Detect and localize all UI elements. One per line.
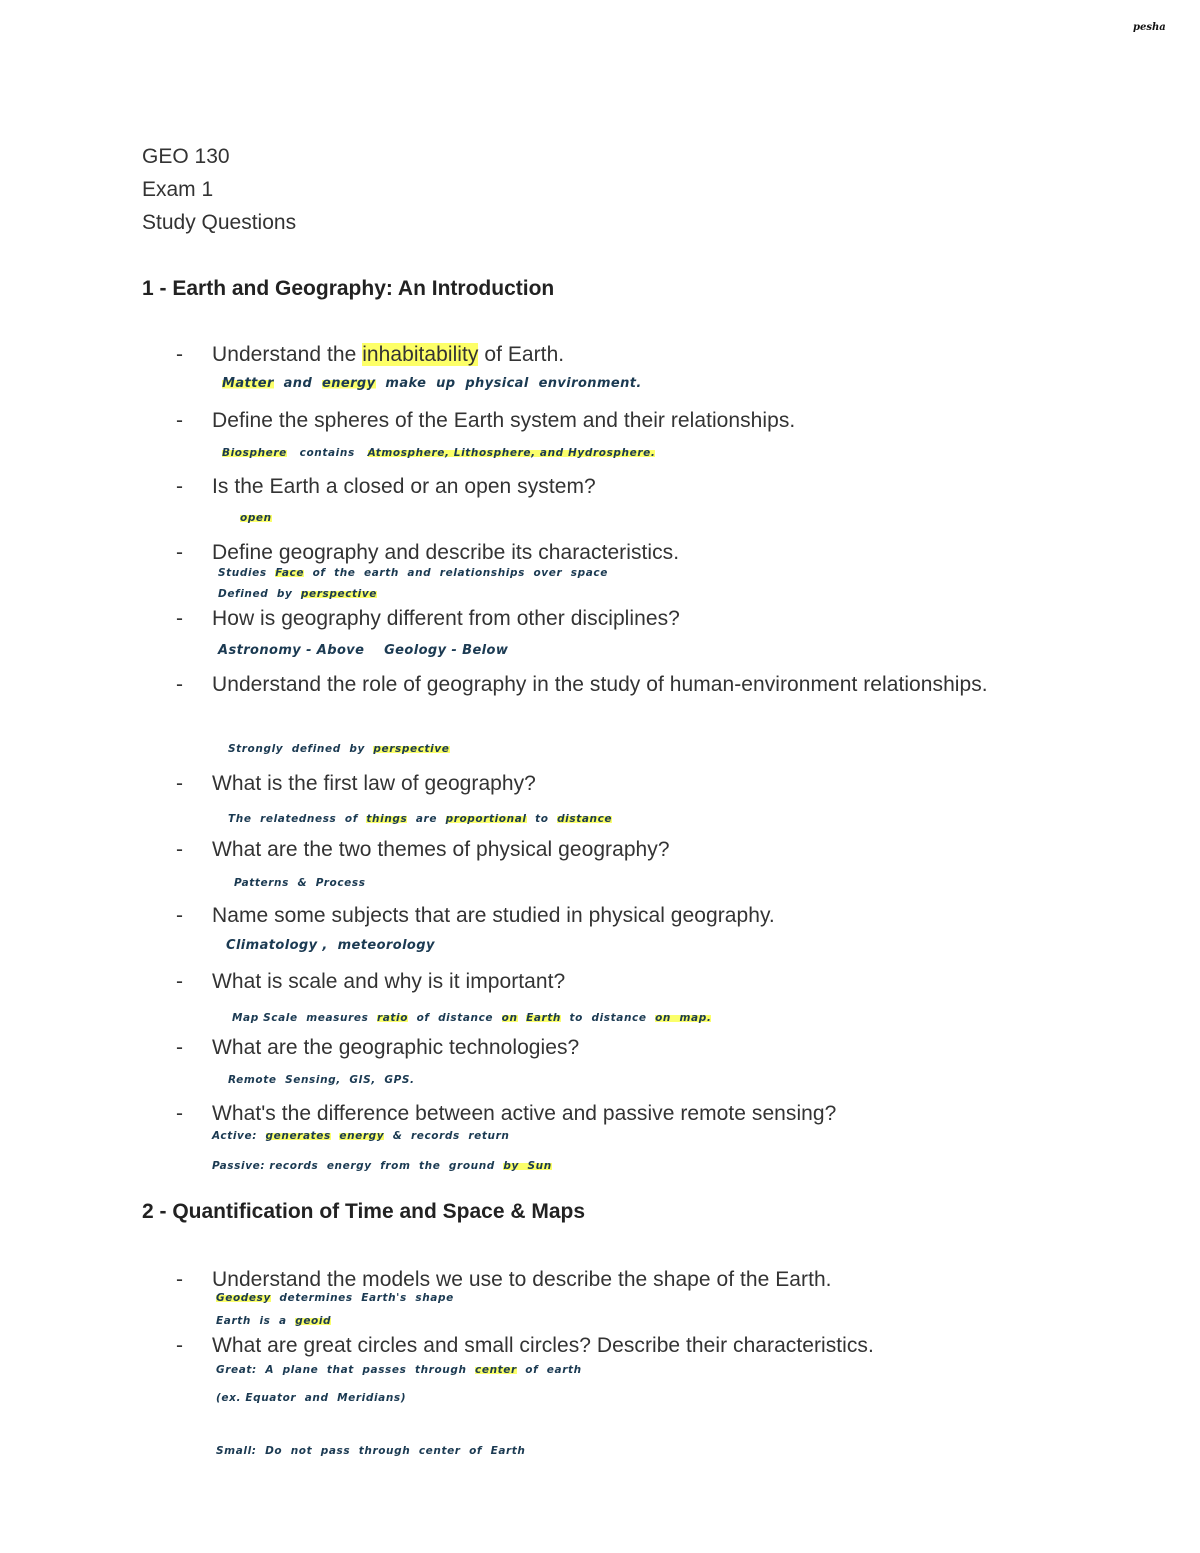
bullet-dash: -: [176, 1036, 183, 1059]
note-highlighted-segment: Atmosphere, Lithosphere, and Hydrosphere.: [367, 447, 656, 459]
note-segment: Patterns & Process: [234, 877, 366, 889]
page-corner-mark: pesha: [1133, 22, 1166, 33]
question-item: Define the spheres of the Earth system and their relationships.: [212, 409, 796, 432]
note-highlighted-segment: perspective: [300, 588, 378, 600]
bullet-dash: -: [176, 904, 183, 927]
note-segment: (ex. Equator and Meridians): [216, 1392, 407, 1404]
question-item: Name some subjects that are studied in physical geography.: [212, 904, 775, 927]
note-segment: are: [407, 813, 446, 825]
handwritten-note: [216, 1313, 331, 1329]
note-segment: to distance: [561, 1012, 656, 1024]
note-segment: to: [526, 813, 558, 825]
handwritten-note: [222, 445, 655, 461]
bullet-dash: -: [176, 970, 183, 993]
note-highlighted-segment: ratio: [376, 1012, 409, 1024]
note-segment: The relatedness of: [228, 813, 367, 825]
note-highlighted-segment: energy: [339, 1130, 385, 1142]
bullet-dash: -: [176, 343, 183, 366]
highlighted-term: inhabitability: [362, 343, 479, 366]
question-item: What are the two themes of physical geography?: [212, 838, 670, 861]
question-text: of Earth.: [478, 343, 565, 366]
note-highlighted-segment: Face: [275, 567, 305, 579]
question-item: What is scale and why is it important?: [212, 970, 566, 993]
note-highlighted-segment: open: [240, 512, 272, 524]
document-subtitle: Study Questions: [142, 211, 297, 234]
note-segment: contains: [286, 447, 368, 459]
note-highlighted-segment: things: [366, 813, 408, 825]
bullet-dash: -: [176, 409, 183, 432]
bullet-dash: -: [176, 1102, 183, 1125]
question-item: [212, 338, 1082, 371]
handwritten-note: [218, 565, 608, 581]
handwritten-note: [234, 875, 366, 891]
note-highlighted-segment: by Sun: [503, 1160, 552, 1172]
note-segment: of earth: [516, 1364, 582, 1376]
note-segment: Great: A plane that passes through: [216, 1364, 476, 1376]
note-segment: Earth is a: [216, 1315, 296, 1327]
note-highlighted-segment: Biosphere: [222, 447, 287, 459]
question-item: What are great circles and small circles? Describe their characteristics.: [212, 1334, 874, 1357]
note-highlighted-segment: energy: [322, 376, 376, 391]
question-item: Understand the models we use to describe the shape of the Earth.: [212, 1268, 832, 1291]
note-segment: Defined by: [218, 588, 301, 600]
handwritten-note: [218, 586, 377, 602]
note-segment: Map Scale measures: [232, 1012, 377, 1024]
handwritten-note: [216, 1362, 582, 1378]
bullet-dash: -: [176, 673, 183, 696]
note-segment: & records return: [384, 1130, 510, 1142]
note-segment: of distance: [408, 1012, 502, 1024]
note-highlighted-segment: geoid: [295, 1315, 332, 1327]
handwritten-note: [228, 1072, 415, 1088]
question-item: Understand the role of geography in the study of human-environment relationships.: [212, 673, 988, 696]
question-item: Is the Earth a closed or an open system?: [212, 475, 596, 498]
question-text: Understand the: [212, 343, 363, 366]
handwritten-note: [226, 938, 435, 954]
handwritten-note: [218, 643, 508, 659]
question-item: How is geography different from other disciplines?: [212, 607, 680, 630]
bullet-dash: -: [176, 607, 183, 630]
section-title-2: 2 - Quantification of Time and Space & Maps: [142, 1200, 586, 1223]
handwritten-note: [240, 510, 272, 526]
note-segment: Strongly defined by: [228, 743, 374, 755]
bullet-dash: -: [176, 838, 183, 861]
note-segment: and: [273, 376, 323, 391]
bullet-dash: -: [176, 475, 183, 498]
note-segment: of the earth and relationships over space: [304, 567, 608, 579]
note-highlighted-segment: Matter: [222, 376, 274, 391]
handwritten-note: [212, 1158, 552, 1174]
note-highlighted-segment: Geodesy: [216, 1292, 271, 1304]
note-highlighted-segment: on map.: [655, 1012, 712, 1024]
bullet-dash: -: [176, 1268, 183, 1291]
note-segment: make up physical environment.: [375, 376, 642, 391]
handwritten-note: [216, 1290, 454, 1306]
note-segment: determines Earth's shape: [270, 1292, 454, 1304]
question-item: What is the first law of geography?: [212, 772, 536, 795]
note-segment: Passive: records energy from the ground: [212, 1160, 504, 1172]
handwritten-note: [228, 811, 612, 827]
handwritten-note: [232, 1010, 711, 1026]
note-segment: Small: Do not pass through center of Earth: [216, 1445, 526, 1457]
note-highlighted-segment: distance: [557, 813, 613, 825]
note-highlighted-segment: Earth: [526, 1012, 562, 1024]
handwritten-note: [228, 741, 450, 757]
handwritten-note: [216, 1443, 526, 1459]
question-item: What's the difference between active and passive remote sensing?: [212, 1102, 837, 1125]
note-segment: Active:: [212, 1130, 266, 1142]
note-segment: Remote Sensing, GIS, GPS.: [228, 1074, 415, 1086]
question-item: What are the geographic technologies?: [212, 1036, 580, 1059]
section-title-1: 1 - Earth and Geography: An Introduction: [142, 277, 555, 300]
bullet-dash: -: [176, 541, 183, 564]
note-highlighted-segment: perspective: [373, 743, 450, 755]
handwritten-note: [222, 376, 642, 392]
note-highlighted-segment: proportional: [445, 813, 527, 825]
note-segment: [518, 1012, 527, 1024]
note-highlighted-segment: center: [475, 1364, 517, 1376]
note-segment: Studies: [218, 567, 276, 579]
question-item: Define geography and describe its characteristics.: [212, 541, 680, 564]
note-highlighted-segment: on: [501, 1012, 518, 1024]
exam-label: Exam 1: [142, 178, 214, 201]
note-segment: Astronomy - Above Geology - Below: [218, 643, 509, 658]
handwritten-note: [216, 1390, 406, 1406]
note-segment: Climatology , meteorology: [226, 938, 435, 953]
handwritten-note: [212, 1128, 509, 1144]
course-code: GEO 130: [142, 145, 230, 168]
note-highlighted-segment: generates: [265, 1130, 331, 1142]
bullet-dash: -: [176, 772, 183, 795]
bullet-dash: -: [176, 1334, 183, 1357]
